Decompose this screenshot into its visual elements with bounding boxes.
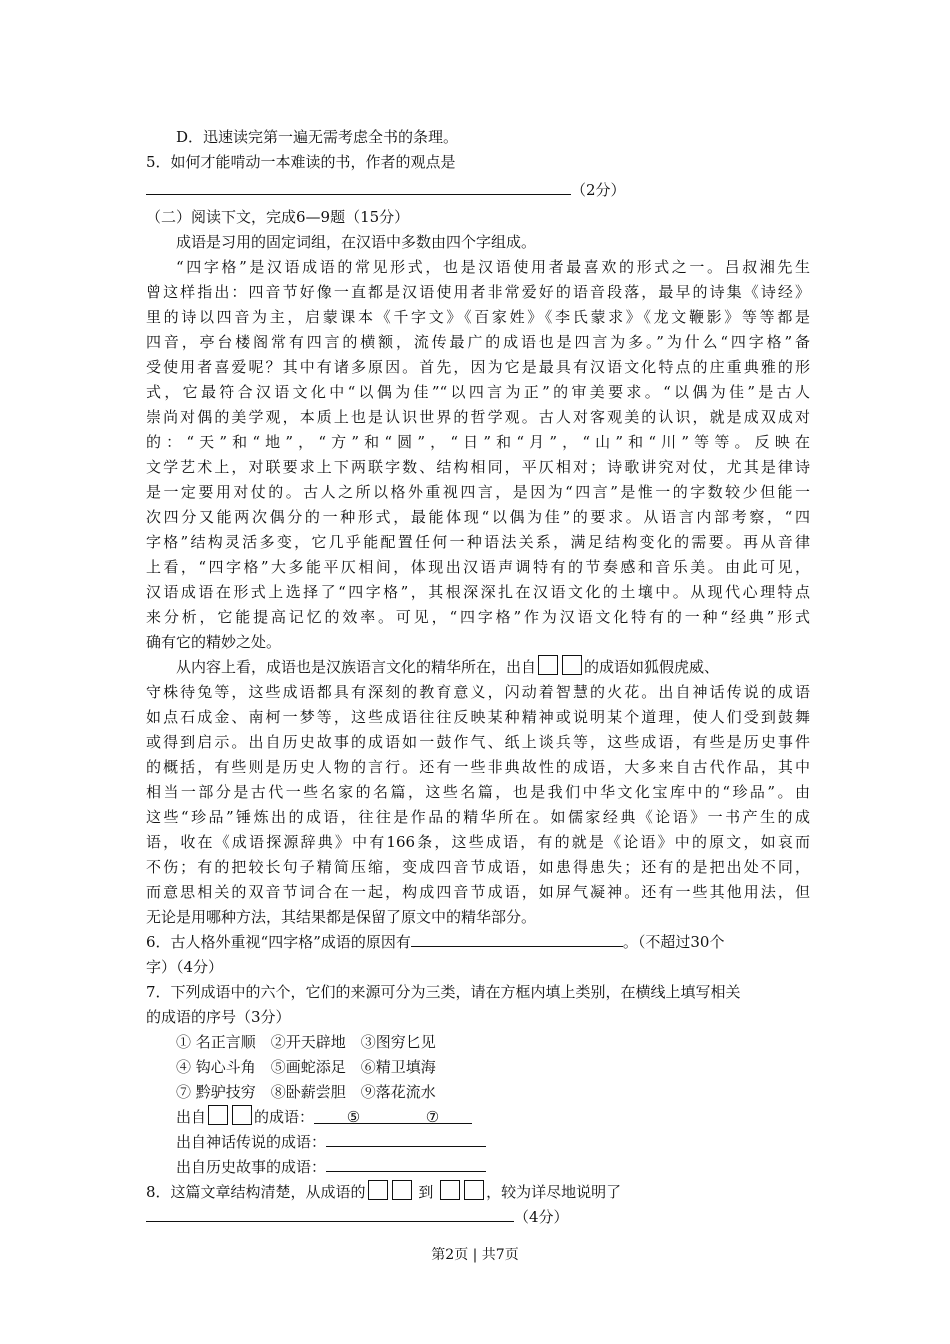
passage-line: 来分析，它能提高记忆的效率。可见，“四字格”作为汉语文化特有的一种“经典”形式: [146, 608, 810, 626]
q7-category-3: [176, 1155, 810, 1180]
q7-category-1: [176, 1105, 810, 1130]
q6-question: [146, 930, 810, 955]
q8-score: （4分）: [514, 1208, 569, 1226]
q6-score: 字）（4分）: [146, 958, 224, 976]
q8-answer-line: [146, 1205, 810, 1230]
passage-line: 崇尚对偶的美学观，本质上也是认识世界的哲学观。古人对客观美的认识，就是成双成对: [146, 408, 810, 426]
passage-line: 受使用者喜爱呢？其中有诸多原因。首先，因为它是最具有汉语文化特点的庄重典雅的形: [146, 358, 810, 376]
q7-question-line2: 的成语的序号（3分）: [146, 1008, 291, 1026]
answer-number: ⑦: [425, 1108, 440, 1126]
passage-line: 无论是用哪种方法，其结果都是保留了原文中的精华部分。: [146, 908, 537, 926]
q8-text: 8．这篇文章结构清楚，从成语的: [146, 1183, 366, 1201]
idiom-row-3: ⑦ 黔驴技穷 ⑧卧薪尝胆 ⑨落花流水: [176, 1083, 436, 1101]
structure-box[interactable]: [440, 1180, 460, 1200]
category-box[interactable]: [562, 655, 582, 675]
structure-box[interactable]: [464, 1180, 484, 1200]
category-box[interactable]: [208, 1105, 228, 1125]
q7-question-line1: 7．下列成语中的六个，它们的来源可分为三类，请在方框内填上类别，在横线上填写相关: [146, 983, 741, 1001]
q5-question: 5．如何才能啃动一本难读的书，作者的观点是: [146, 153, 456, 171]
q7-text: 出自历史故事的成语：: [176, 1158, 327, 1176]
q7-text: 出自: [176, 1108, 207, 1126]
passage-paragraph-3-first-line: [176, 655, 810, 680]
passage-line: 守株待兔等，这些成语都具有深刻的教育意义，闪动着智慧的火花。出自神话传说的成语: [146, 683, 810, 701]
structure-box[interactable]: [368, 1180, 388, 1200]
q7-category-2-blank[interactable]: [326, 1130, 486, 1147]
passage-text: 的成语如狐假虎威、: [584, 658, 720, 676]
q6-text: 。（不超过30个: [622, 933, 725, 951]
category-box[interactable]: [232, 1105, 252, 1125]
idiom-row-1: ① 名正言顺 ②开天辟地 ③图穷匕见: [176, 1033, 436, 1051]
passage-line: 如点石成金、南柯一梦等，这些成语往往反映某种精神或说明某个道理，使人们受到鼓舞: [146, 708, 810, 726]
passage-line: 汉语成语在形式上选择了“四字格”，其根深深扎在汉语文化的土壤中。从现代心理特点: [146, 583, 810, 601]
q8-text: ，较为详尽地说明了: [486, 1183, 622, 1201]
passage-line: “四字格”是汉语成语的常见形式，也是汉语使用者最喜欢的形式之一。吕叔湘先生: [176, 258, 810, 276]
passage-text: 从内容上看，成语也是汉族语言文化的精华所在，出自: [176, 658, 537, 676]
passage-line: 文学艺术上，对联要求上下两联字数、结构相同，平仄相对；诗歌讲究对仗，尤其是律诗: [146, 458, 810, 476]
structure-box[interactable]: [392, 1180, 412, 1200]
passage-line: 次四分又能两次偶分的一种形式，最能体现“以偶为佳”的要求。从语言内部考察，“四: [146, 508, 810, 526]
q8-text: 到: [418, 1183, 434, 1201]
passage-line: 的概括，有些则是历史人物的言行。还有一些非典故性的成语，大多来自古代作品，其中: [146, 758, 810, 776]
q7-category-1-answer[interactable]: [314, 1105, 472, 1124]
idiom-row-2: ④ 钩心斗角 ⑤画蛇添足 ⑥精卫填海: [176, 1058, 436, 1076]
passage-line: 式，它最符合汉语文化中“以偶为佳”“以四言为正”的审美要求。“以偶为佳”是古人: [146, 383, 810, 401]
passage-line: 的：“天”和“地”，“方”和“圆”，“日”和“月”，“山”和“川”等等。反映在: [146, 433, 810, 451]
passage-paragraph-1: 成语是习用的固定词组，在汉语中多数由四个字组成。: [176, 233, 537, 251]
q8-answer-blank[interactable]: [146, 1205, 514, 1222]
q7-text: 的成语：: [254, 1108, 315, 1126]
page-footer: 第2页 | 共7页: [431, 1247, 519, 1263]
passage-line: 或得到启示。出自历史故事的成语如一鼓作气、纸上谈兵等，这些成语，有些是历史事件: [146, 733, 810, 751]
passage-line: 上看，“四字格”大多能平仄相间，体现出汉语声调特有的节奏感和音乐美。由此可见，: [146, 558, 810, 576]
passage-line: 确有它的精妙之处。: [146, 633, 282, 651]
passage-line: 四音，亭台楼阁常有四言的横额，流传最广的成语也是四言为多。”为什么“四字格”备: [146, 333, 810, 351]
q5-score: （2分）: [571, 181, 626, 199]
q7-category-2: [176, 1130, 810, 1155]
passage-line: 相当一部分是古代一些名家的名篇，这些名篇，也是我们中华文化宝库中的“珍品”。由: [146, 783, 810, 801]
passage-line: 是一定要用对仗的。古人之所以格外重视四言，是因为“四言”是惟一的字数较少但能一: [146, 483, 810, 501]
q7-text: 出自神话传说的成语：: [176, 1133, 327, 1151]
q5-answer-blank[interactable]: [146, 178, 571, 195]
answer-number: ⑤: [346, 1108, 361, 1126]
q4-option-d: D．迅速读完第一遍无需考虑全书的条理。: [176, 128, 459, 146]
section2-header: （二）阅读下文，完成6—9题（15分）: [146, 208, 410, 226]
q6-text: 6．古人格外重视“四字格”成语的原因有: [146, 933, 411, 951]
q8-question: [146, 1180, 810, 1205]
passage-line: 而意思相关的双音节词合在一起，构成四音节成语，如屏气凝神。还有一些其他用法，但: [146, 883, 810, 901]
q7-category-3-blank[interactable]: [326, 1155, 486, 1172]
q5-answer-line: [146, 178, 810, 203]
passage-line: 里的诗以四音为主，启蒙课本《千字文》《百家姓》《李氏蒙求》《龙文鞭影》等等都是: [146, 308, 810, 326]
passage-line: 曾这样指出：四音节好像一直都是汉语使用者非常爱好的语音段落，最早的诗集《诗经》: [146, 283, 810, 301]
passage-line: 语，收在《成语探源辞典》中有166条，这些成语，有的就是《论语》中的原文，如哀而: [146, 833, 810, 851]
category-box[interactable]: [538, 655, 558, 675]
q6-answer-blank[interactable]: [411, 930, 623, 947]
passage-line: 字格”结构灵活多变，它几乎能配置任何一种语法关系，满足结构变化的需要。再从音律: [146, 533, 810, 551]
passage-line: 不伤；有的把较长句子精简压缩，变成四音节成语，如患得患失；还有的是把出处不同，: [146, 858, 810, 876]
passage-line: 这些“珍品”锤炼出的成语，往往是作品的精华所在。如儒家经典《论语》一书产生的成: [146, 808, 810, 826]
